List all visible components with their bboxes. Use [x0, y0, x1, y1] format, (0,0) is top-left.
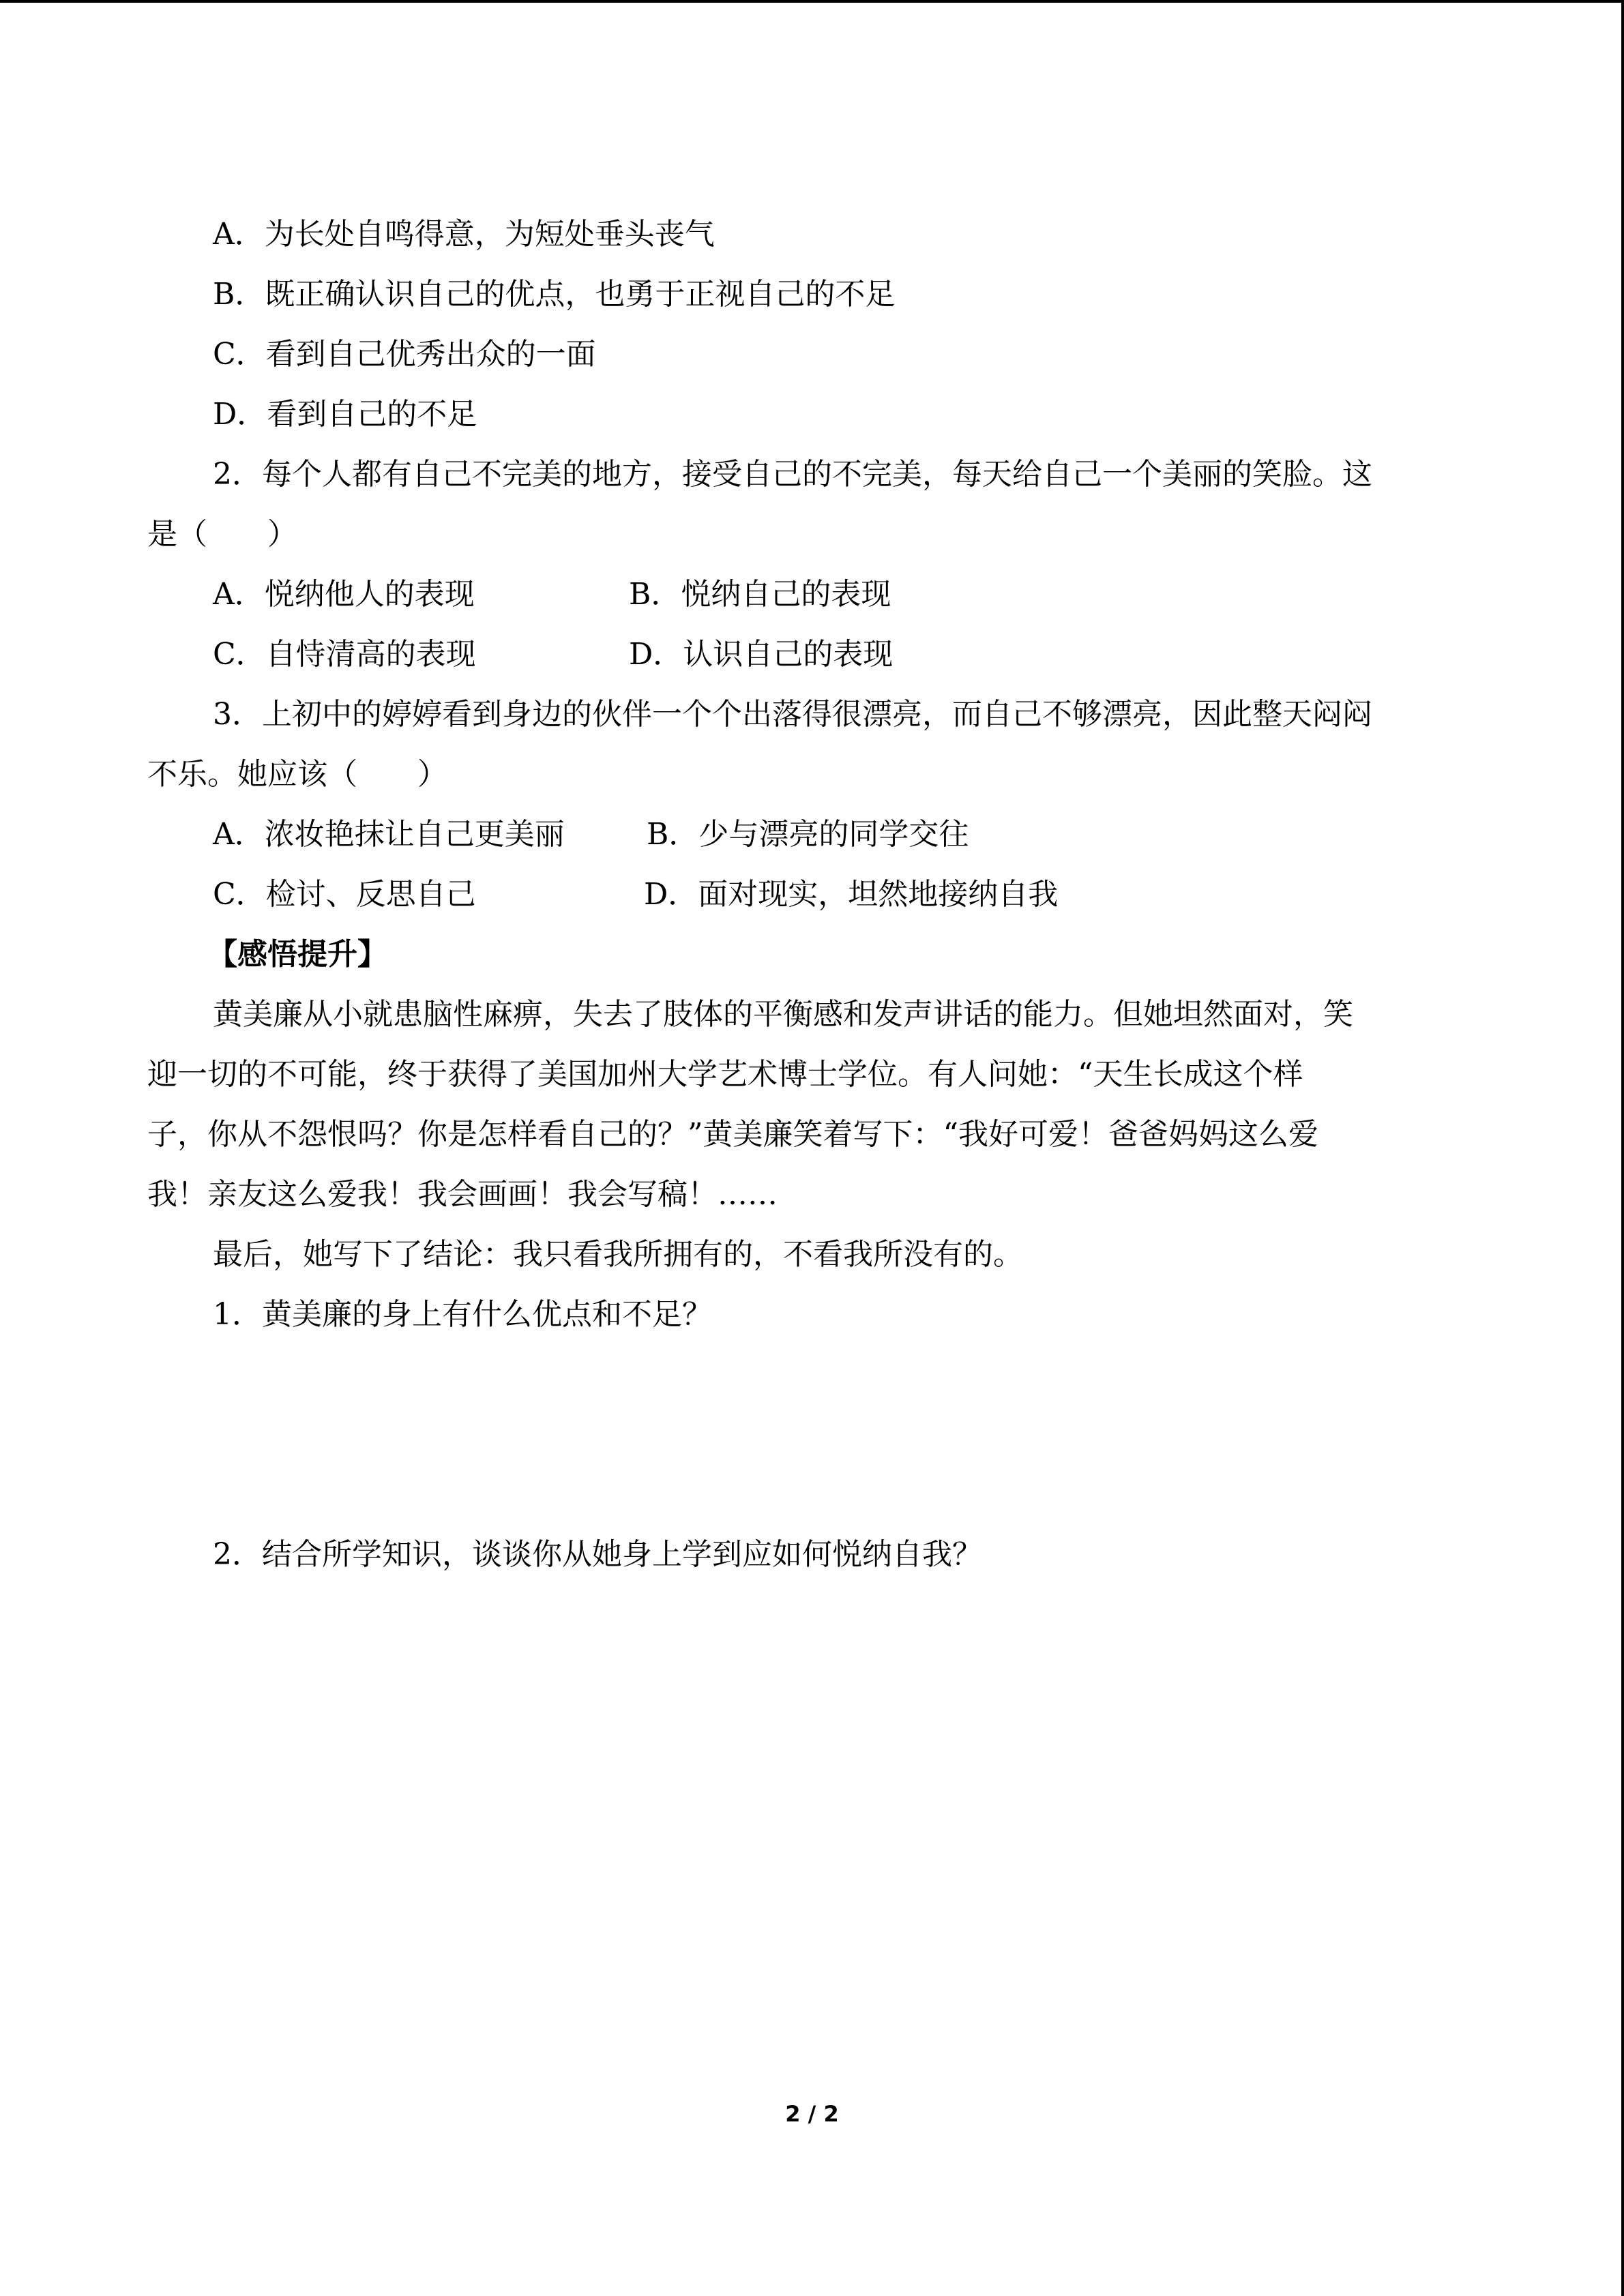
section-heading: 【感悟提升】	[207, 937, 387, 972]
q3-option-a: A．浓妆艳抹让自己更美丽	[213, 817, 565, 852]
q1-option-a: A．为长处自鸣得意，为短处垂头丧气	[213, 217, 715, 252]
q2-options-row1	[147, 565, 1477, 625]
q2-stem-line1: 2．每个人都有自己不完美的地方，接受自己的不完美，每天给自己一个美丽的笑脸。这	[213, 457, 1372, 492]
q1-option-d: D．看到自己的不足	[213, 397, 477, 432]
story-line-1: 黄美廉从小就患脑性麻痹，失去了肢体的平衡感和发声讲话的能力。但她坦然面对，笑	[213, 997, 1353, 1032]
reflection-question-1: 1．黄美廉的身上有什么优点和不足？	[213, 1297, 712, 1332]
story-line-3: 子，你从不怨恨吗？你是怎样看自己的？”黄美廉笑着写下：“我好可爱！爸爸妈妈这么爱	[147, 1117, 1318, 1152]
q2-option-d: D．认识自己的表现	[629, 637, 894, 672]
page-number: 2 / 2	[785, 2101, 839, 2127]
q3-option-b: B．少与漂亮的同学交往	[647, 817, 969, 852]
reflection-question-2: 2．结合所学知识，谈谈你从她身上学到应如何悦纳自我？	[213, 1537, 982, 1572]
story-line-4: 我！亲友这么爱我！我会画画！我会写稿！……	[147, 1177, 778, 1212]
q2-option-b: B．悦纳自己的表现	[629, 577, 891, 612]
q3-stem-line1: 3．上初中的婷婷看到身边的伙伴一个个出落得很漂亮，而自己不够漂亮，因此整天闷闷	[213, 697, 1372, 732]
q1-option-c: C．看到自己优秀出众的一面	[213, 337, 596, 372]
q3-option-c: C．检讨、反思自己	[213, 877, 476, 912]
story-conclusion: 最后，她写下了结论：我只看我所拥有的，不看我所没有的。	[213, 1237, 1023, 1272]
q1-option-b: B．既正确认识自己的优点，也勇于正视自己的不足	[213, 277, 896, 312]
answer-space-1	[147, 1345, 1477, 1525]
q3-option-d: D．面对现实，坦然地接纳自我	[644, 877, 1059, 912]
q2-stem-line2: 是（ ）	[147, 517, 297, 552]
q2-option-c: C．自恃清高的表现	[213, 637, 476, 672]
q2-option-a: A．悦纳他人的表现	[213, 577, 475, 612]
q3-options-row2	[147, 865, 1477, 925]
q3-stem-line2: 不乐。她应该（ ）	[147, 757, 447, 792]
worksheet-content	[147, 205, 1477, 1585]
story-line-2: 迎一切的不可能，终于获得了美国加州大学艺术博士学位。有人问她：“天生长成这个样	[147, 1057, 1303, 1092]
q2-options-row2	[147, 625, 1477, 685]
q3-options-row1	[147, 805, 1477, 865]
